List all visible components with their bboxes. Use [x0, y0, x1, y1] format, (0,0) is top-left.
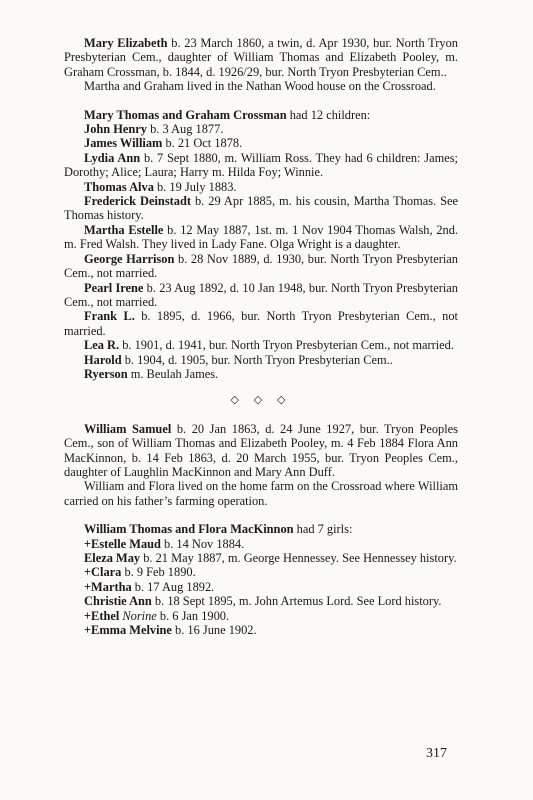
child-entry: George Harrison b. 28 Nov 1889, d. 1930, bur. North Tryon Presbyterian Cem., not married.: [64, 251, 459, 281]
child-entry: Frank L. b. 1895, d. 1966, bur. North Tryon Presbyterian Cem., not married.: [64, 309, 458, 338]
page-text: [64, 36, 458, 637]
children-heading: William Thomas and Flora MacKinnon had 7 girls:: [84, 522, 353, 537]
child-entry: +Emma Melvine b. 16 June 1902.: [84, 623, 257, 638]
child-entry: Lydia Ann b. 7 Sept 1880, m. William Ross. They had 6 children: James; Dorothy; Alice; Laura; Harry m. Hilda Foy; Winnie.: [64, 150, 459, 180]
child-entry: Martha Estelle b. 12 May 1887, 1st. m. 1 Nov 1904 Thomas Walsh, 2nd. m. Fred Walsh. They lived in Lady Fane. Olga Wright is a daughter.: [64, 222, 459, 252]
child-entry: Thomas Alva b. 19 July 1883.: [84, 179, 237, 194]
child-entry: +Martha b. 17 Aug 1892.: [84, 579, 215, 594]
child-entry: +Ethel Norine b. 6 Jan 1900.: [84, 608, 230, 623]
child-entry: Pearl Irene b. 23 Aug 1892, d. 10 Jan 1948, bur. North Tryon Presbyterian Cem., not married.: [64, 280, 458, 309]
child-entry: Christie Ann b. 18 Sept 1895, m. John Artemus Lord. See Lord history.: [84, 594, 442, 609]
child-entry: James William b. 21 Oct 1878.: [84, 136, 243, 151]
entry-mary-elizabeth: Mary Elizabeth b. 23 March 1860, a twin, d. Apr 1930, bur. North Tryon Presbyterian Cem., daughter of William Thomas and Elizabeth Pooley, m. Graham Crossman, b. 1844, d. 1926/29, bur. North Tryon Presbyterian Cem..: [64, 36, 458, 79]
child-entry: Ryerson m. Beulah James.: [84, 366, 219, 381]
child-entry: Frederick Deinstadt b. 29 Apr 1885, m. his cousin, Martha Thomas. See Thomas history.: [64, 194, 459, 223]
child-entry: Harold b. 1904, d. 1905, bur. North Tryon Presbyterian Cem..: [84, 352, 393, 367]
page-number: 317: [426, 746, 447, 761]
child-entry: +Estelle Maud b. 14 Nov 1884.: [84, 536, 245, 551]
section-separator: ◇ ◇ ◇: [230, 394, 292, 407]
entry-william-samuel: William Samuel b. 20 Jan 1863, d. 24 June 1927, bur. Tryon Peoples Cem., son of William Thomas and Elizabeth Pooley, m. 4 Feb 1884 Flora Ann MacKinnon, b. 14 Feb 1863, d. 20 March 1955, bur. Tryon Peoples Cem., daughter of Laughlin MacKinnon and Mary Ann Duff.: [64, 421, 458, 479]
child-entry: +Clara b. 9 Feb 1890.: [84, 565, 196, 580]
child-entry: John Henry b. 3 Aug 1877.: [84, 122, 224, 137]
child-entry: Eleza May b. 21 May 1887, m. George Hennessey. See Hennessey history.: [84, 551, 457, 565]
entry-note: William and Flora lived on the home farm on the Crossroad where William carried on his father’s farming operation.: [64, 479, 458, 508]
children-heading: Mary Thomas and Graham Crossman had 12 children:: [84, 107, 371, 122]
child-entry: Lea R. b. 1901, d. 1941, bur. North Tryon Presbyterian Cem., not married.: [84, 338, 454, 353]
entry-note: Martha and Graham lived in the Nathan Wood house on the Crossroad.: [84, 79, 436, 94]
